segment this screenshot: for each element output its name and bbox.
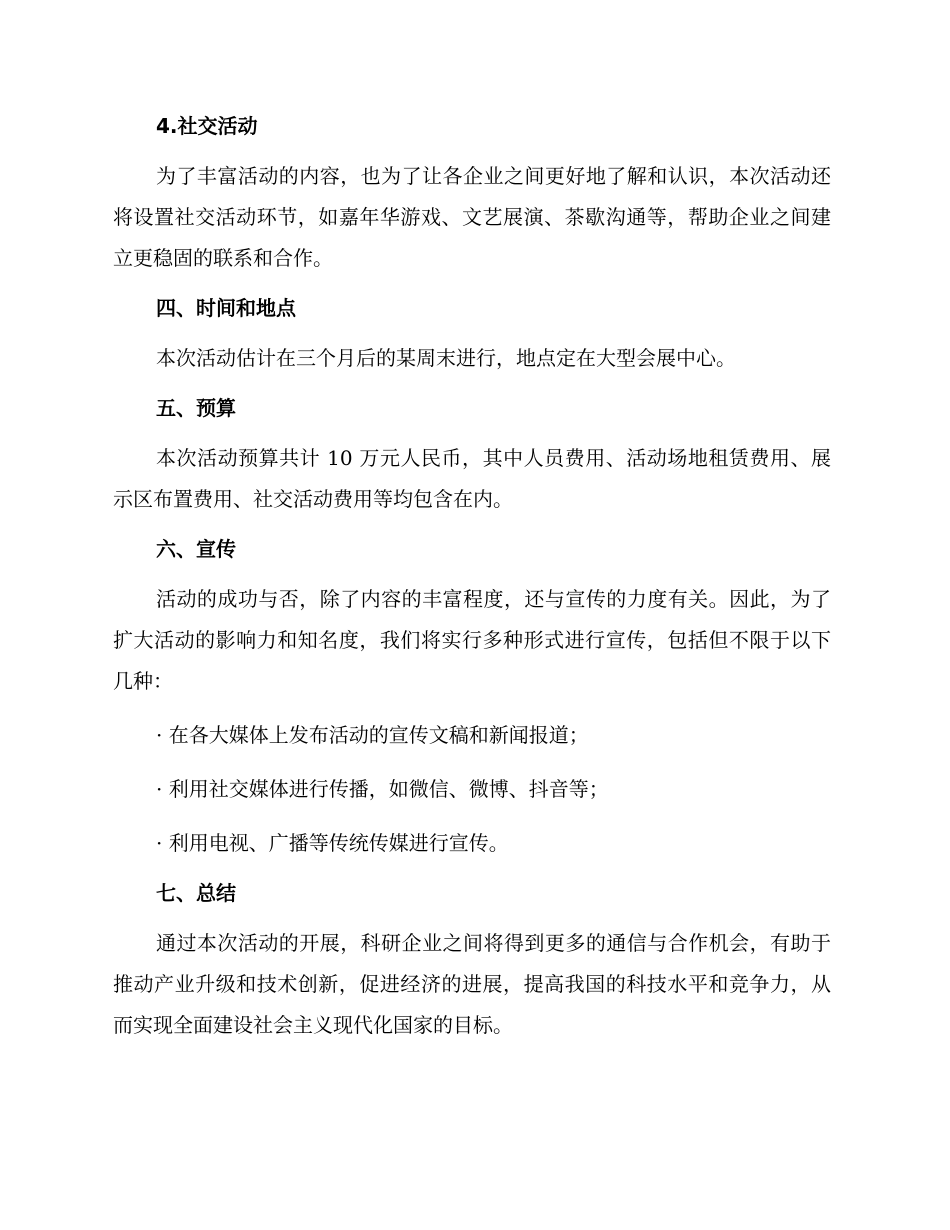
section-heading-summary: 七、总结 <box>156 881 236 905</box>
section-heading-social-activities: 4.社交活动 <box>156 114 258 138</box>
paragraph-summary: 通过本次活动的开展，科研企业之间将得到更多的通信与合作机会，有助于推动产业升级和技术创新，促进经济的进展，提高我国的科技水平和竞争力，从而实现全面建设社会主义现代化国家的目标。 <box>113 931 831 1037</box>
paragraph-time-and-place: 本次活动估计在三个月后的某周末进行，地点定在大型会展中心。 <box>156 346 736 370</box>
list-item: · 在各大媒体上发布活动的宣传文稿和新闻报道； <box>156 723 589 747</box>
list-item: · 利用电视、广播等传统传媒进行宣传。 <box>156 831 509 855</box>
list-item: · 利用社交媒体进行传播，如微信、微博、抖音等； <box>156 777 609 801</box>
paragraph-budget: 本次活动预算共计 10 万元人民币，其中人员费用、活动场地租赁费用、展示区布置费用、社交活动费用等均包含在内。 <box>113 446 831 511</box>
paragraph-social-activities: 为了丰富活动的内容，也为了让各企业之间更好地了解和认识，本次活动还将设置社交活动环节，如嘉年华游戏、文艺展演、茶歇沟通等，帮助企业之间建立更稳固的联系和合作。 <box>113 164 831 270</box>
section-heading-time-and-place: 四、时间和地点 <box>156 296 296 320</box>
section-heading-promotion: 六、宣传 <box>156 537 236 561</box>
paragraph-promotion: 活动的成功与否，除了内容的丰富程度，还与宣传的力度有关。因此，为了扩大活动的影响力和知名度，我们将实行多种形式进行宣传，包括但不限于以下几种： <box>113 587 831 693</box>
document-body <box>113 110 831 1046</box>
section-heading-budget: 五、预算 <box>156 396 236 420</box>
